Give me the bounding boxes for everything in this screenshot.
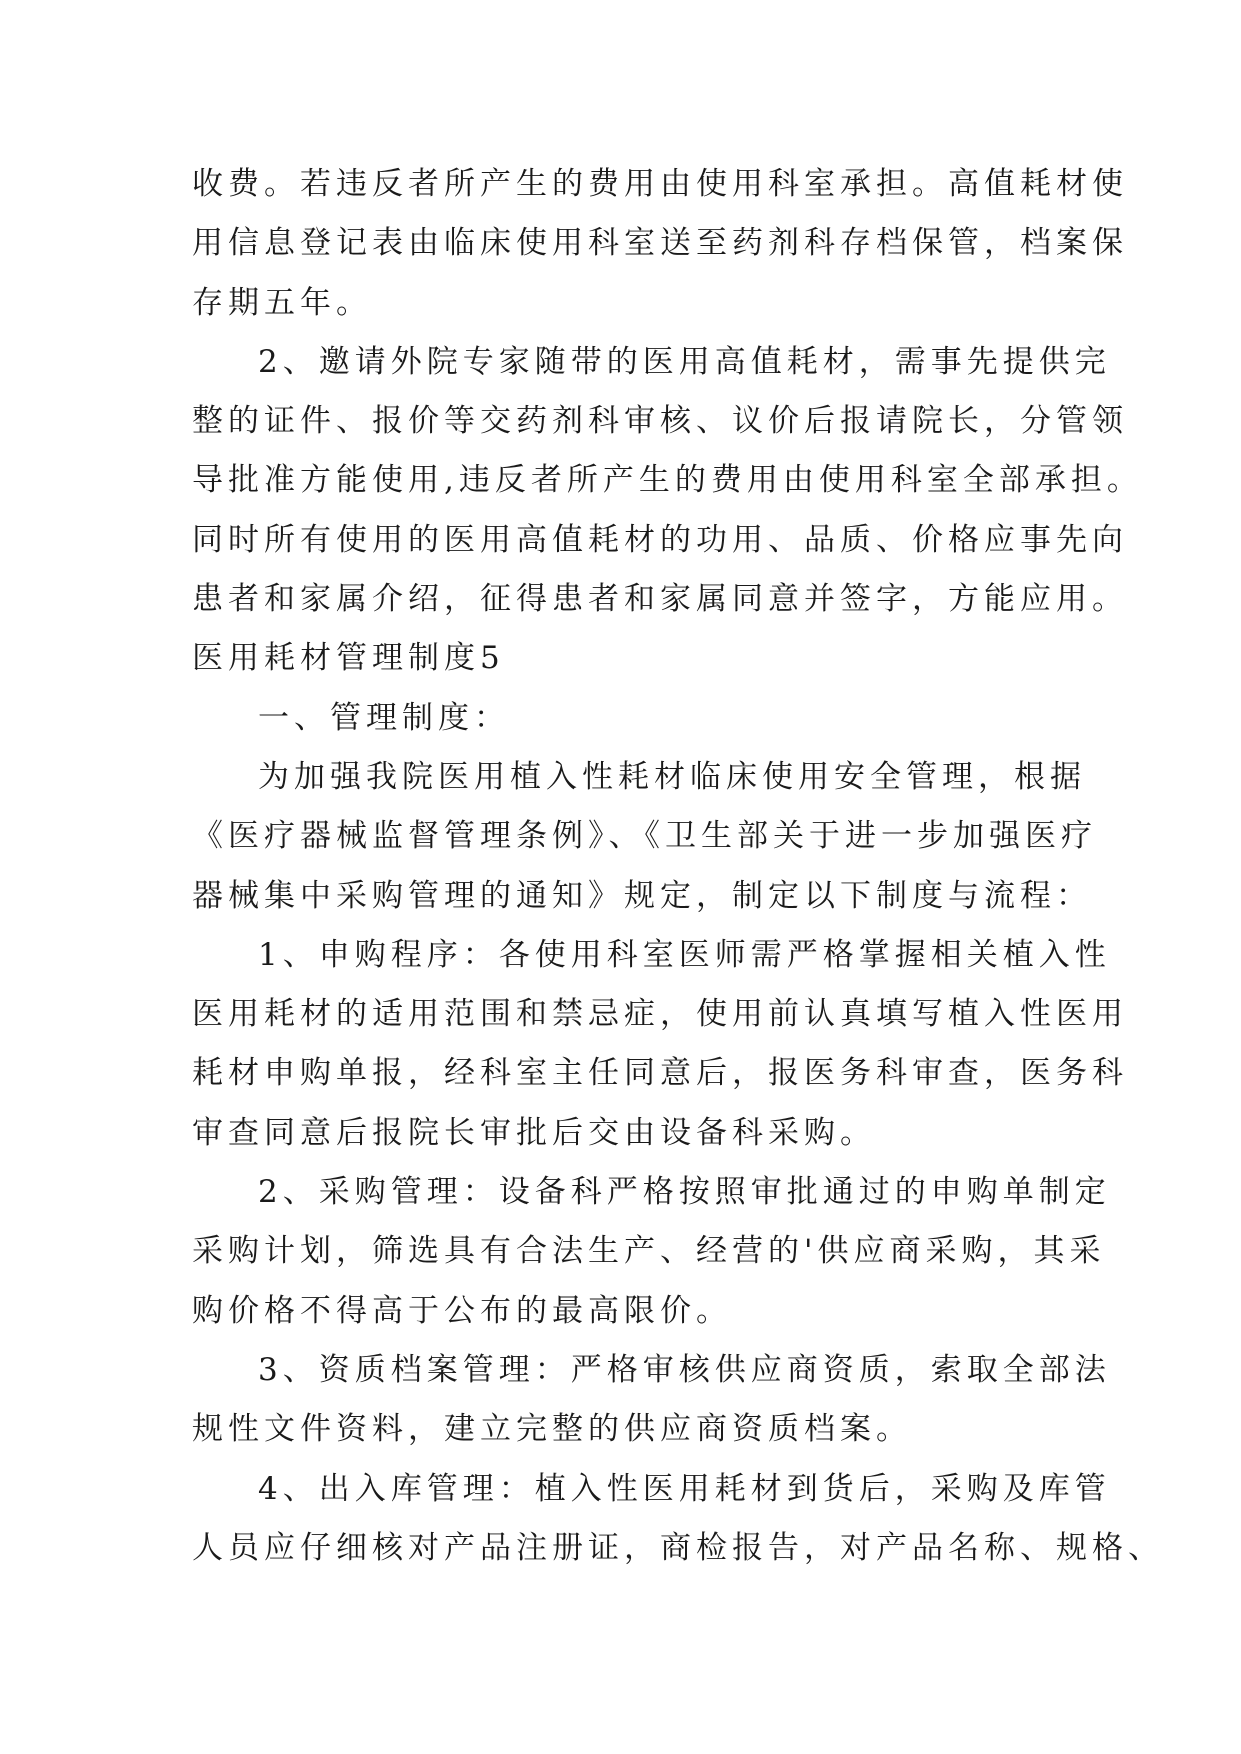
text-line: 医用耗材管理制度5	[192, 640, 505, 677]
text-line: 医用耗材的适用范围和禁忌症，使用前认真填写植入性医用	[192, 996, 1128, 1033]
text-line: 患者和家属介绍，征得患者和家属同意并签字，方能应用。	[192, 581, 1128, 618]
text-line: 一、管理制度：	[258, 699, 510, 736]
text-line: 《医疗器械监督管理条例》、《卫生部关于进一步加强医疗	[192, 818, 1097, 855]
text-line: 耗材申购单报，经科室主任同意后，报医务科审查，医务科	[192, 1055, 1128, 1092]
text-line: 3、资质档案管理：严格审核供应商资质，索取全部法	[258, 1351, 1111, 1388]
text-line: 收费。若违反者所产生的费用由使用科室承担。高值耗材使	[192, 166, 1128, 202]
text-line: 人员应仔细核对产品注册证，商检报告，对产品名称、规格、	[192, 1529, 1164, 1566]
text-line: 采购计划，筛选具有合法生产、经营的'供应商采购，其采	[192, 1233, 1106, 1270]
text-line: 导批准方能使用,违反者所产生的费用由使用科室全部承担。	[192, 462, 1143, 499]
text-line: 为加强我院医用植入性耗材临床使用安全管理，根据	[258, 758, 1086, 795]
document-body	[192, 155, 1164, 1578]
text-line: 购价格不得高于公布的最高限价。	[192, 1292, 732, 1329]
text-line: 2、邀请外院专家随带的医用高值耗材，需事先提供完	[258, 343, 1111, 380]
text-line: 4、出入库管理：植入性医用耗材到货后，采购及库管	[258, 1470, 1111, 1507]
text-line: 2、采购管理：设备科严格按照审批通过的申购单制定	[258, 1174, 1111, 1211]
text-line: 存期五年。	[192, 284, 372, 321]
text-line: 用信息登记表由临床使用科室送至药剂科存档保管，档案保	[192, 225, 1128, 262]
text-line: 器械集中采购管理的通知》规定，制定以下制度与流程：	[192, 877, 1092, 914]
text-line: 整的证件、报价等交药剂科审核、议价后报请院长，分管领	[192, 403, 1128, 440]
text-line: 1、申购程序：各使用科室医师需严格掌握相关植入性	[258, 936, 1111, 973]
text-line: 规性文件资料，建立完整的供应商资质档案。	[192, 1411, 912, 1448]
text-line: 同时所有使用的医用高值耗材的功用、品质、价格应事先向	[192, 521, 1128, 558]
text-line: 审查同意后报院长审批后交由设备科采购。	[192, 1114, 876, 1151]
